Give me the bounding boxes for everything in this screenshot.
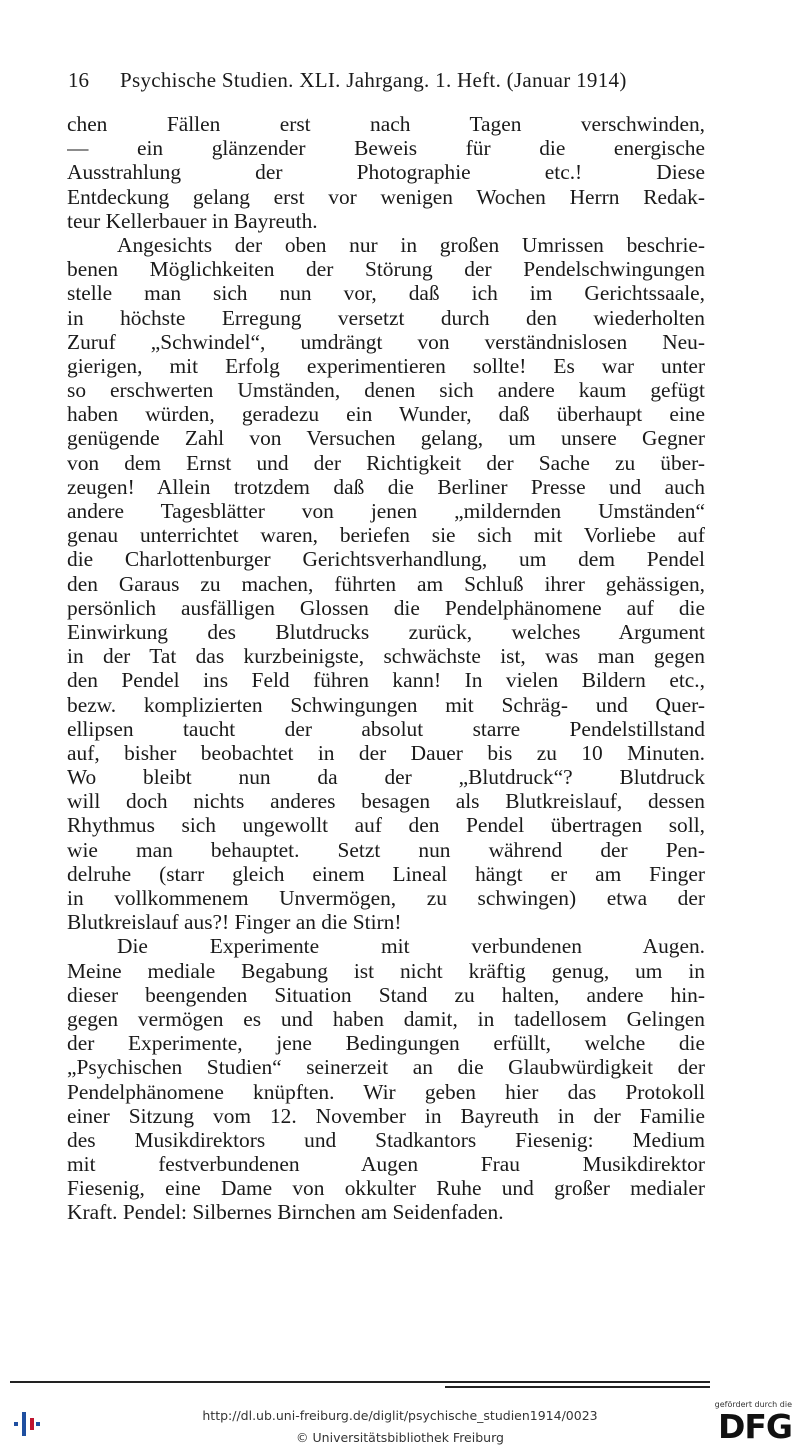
text-line: genau unterrichtet waren, beriefen sie sich mit Vorliebe auf xyxy=(67,523,705,548)
text-line: in höchste Erregung versetzt durch den wiederholten xyxy=(67,305,705,330)
text-line: chen Fällen erst nach Tagen verschwinden, xyxy=(67,112,705,136)
copyright-notice: © Universitätsbibliothek Freiburg xyxy=(296,1430,504,1445)
text-line: ellipsen taucht der absolut starre Pendelstillstand xyxy=(67,716,705,741)
text-line: dieser beengenden Situation Stand zu halten, andere hin- xyxy=(67,982,705,1007)
text-line: einer Sitzung vom 12. November in Bayreuth in der Familie xyxy=(67,1103,705,1128)
text-line: Blutkreislauf aus?! Finger an die Stirn! xyxy=(67,910,402,935)
text-line: persönlich ausfälligen Glossen die Pendelphänomene auf die xyxy=(67,595,705,620)
running-head: Psychische Studien. XLI. Jahrgang. 1. Heft. (Januar 1914) xyxy=(120,68,627,92)
text-line: gegen vermögen es und haben damit, in tadellosem Gelingen xyxy=(67,1006,705,1031)
text-line: Ausstrahlung der Photographie etc.! Diese xyxy=(67,160,705,185)
dfg-logo-icon: DFG xyxy=(717,1407,792,1446)
text-line: andere Tagesblätter von jenen „mildernden Umständen“ xyxy=(67,499,705,523)
text-line: bezw. komplizierten Schwingungen mit Schräg- und Quer- xyxy=(67,692,705,717)
text-line: Pendelphänomene knüpften. Wir geben hier das Protokoll xyxy=(67,1079,705,1104)
text-line: haben würden, geradezu ein Wunder, daß überhaupt eine xyxy=(67,402,705,427)
footer-divider xyxy=(10,1381,710,1383)
text-line: des Musikdirektors und Stadkantors Fiesenig: Medium xyxy=(67,1127,705,1152)
text-line: will doch nichts anderes besagen als Blutkreislauf, dessen xyxy=(67,789,705,814)
text-line: den Garaus zu machen, führten am Schluß ihrer gehässigen, xyxy=(67,571,705,596)
text-line: Meine mediale Begabung ist nicht kräftig genug, um in xyxy=(67,958,705,983)
text-line: in vollkommenem Unvermögen, zu schwingen) etwa der xyxy=(67,886,705,910)
text-line: — ein glänzender Beweis für die energische xyxy=(67,136,705,161)
text-line: teur Kellerbauer in Bayreuth. xyxy=(67,208,318,233)
text-line: der Experimente, jene Bedingungen erfüllt, welche die xyxy=(67,1031,705,1056)
page-number: 16 xyxy=(68,68,89,92)
text-line: Wo bleibt nun da der „Blutdruck“? Blutdruck xyxy=(67,765,705,790)
text-line: Einwirkung des Blutdrucks zurück, welches Argument xyxy=(67,619,705,644)
text-line: wie man behauptet. Setzt nun während der Pen- xyxy=(67,837,705,862)
text-line: gierigen, mit Erfolg experimentieren sollte! Es war unter xyxy=(67,353,705,378)
source-url-link[interactable]: http://dl.ub.uni-freiburg.de/diglit/psychische_studien1914/0023 xyxy=(202,1408,598,1423)
text-line: Rhythmus sich ungewollt auf den Pendel übertragen soll, xyxy=(67,813,705,838)
text-line: die Charlottenburger Gerichtsverhandlung, um dem Pendel xyxy=(67,547,705,572)
text-line: auf, bisher beobachtet in der Dauer bis zu 10 Minuten. xyxy=(67,740,705,765)
text-line: den Pendel ins Feld führen kann! In vielen Bildern etc., xyxy=(67,668,705,693)
section-heading-line: Die Experimente mit verbundenen Augen. xyxy=(117,934,705,959)
text-line: Angesichts der oben nur in großen Umrissen beschrie- xyxy=(117,232,705,257)
text-line: zeugen! Allein trotzdem daß die Berliner Presse und auch xyxy=(67,474,705,499)
dfg-funding-logo xyxy=(708,1400,792,1445)
text-line: mit festverbundenen Augen Frau Musikdirektor xyxy=(67,1152,705,1177)
text-line: Kraft. Pendel: Silbernes Birnchen am Seidenfaden. xyxy=(67,1200,504,1225)
page-header xyxy=(68,68,712,93)
text-line: delruhe (starr gleich einem Lineal hängt er am Finger xyxy=(67,861,705,886)
text-line: „Psychischen Studien“ seinerzeit an die Glaubwürdigkeit der xyxy=(67,1055,705,1080)
text-line: Fiesenig, eine Dame von okkulter Ruhe und großer medialer xyxy=(67,1176,705,1201)
text-line: genügende Zahl von Versuchen gelang, um unsere Gegner xyxy=(67,426,705,451)
text-line: von dem Ernst und der Richtigkeit der Sache zu über- xyxy=(67,450,705,475)
text-line: Zuruf „Schwindel“, umdrängt von verständnislosen Neu- xyxy=(67,329,705,354)
text-line: Entdeckung gelang erst vor wenigen Wochen Herrn Redak- xyxy=(67,184,705,209)
dfg-tagline: gefördert durch die xyxy=(714,1400,792,1409)
text-line: in der Tat das kurzbeinigste, schwächste ist, was man gegen xyxy=(67,644,705,669)
text-line: so erschwerten Umständen, denen sich andere kaum gefügt xyxy=(67,378,705,403)
footer-divider-short xyxy=(445,1386,710,1388)
footer xyxy=(0,1396,800,1452)
text-line: stelle man sich nun vor, daß ich im Gerichtssaale, xyxy=(67,281,705,306)
text-body xyxy=(67,112,705,1225)
text-line: benen Möglichkeiten der Störung der Pendelschwingungen xyxy=(67,257,705,282)
